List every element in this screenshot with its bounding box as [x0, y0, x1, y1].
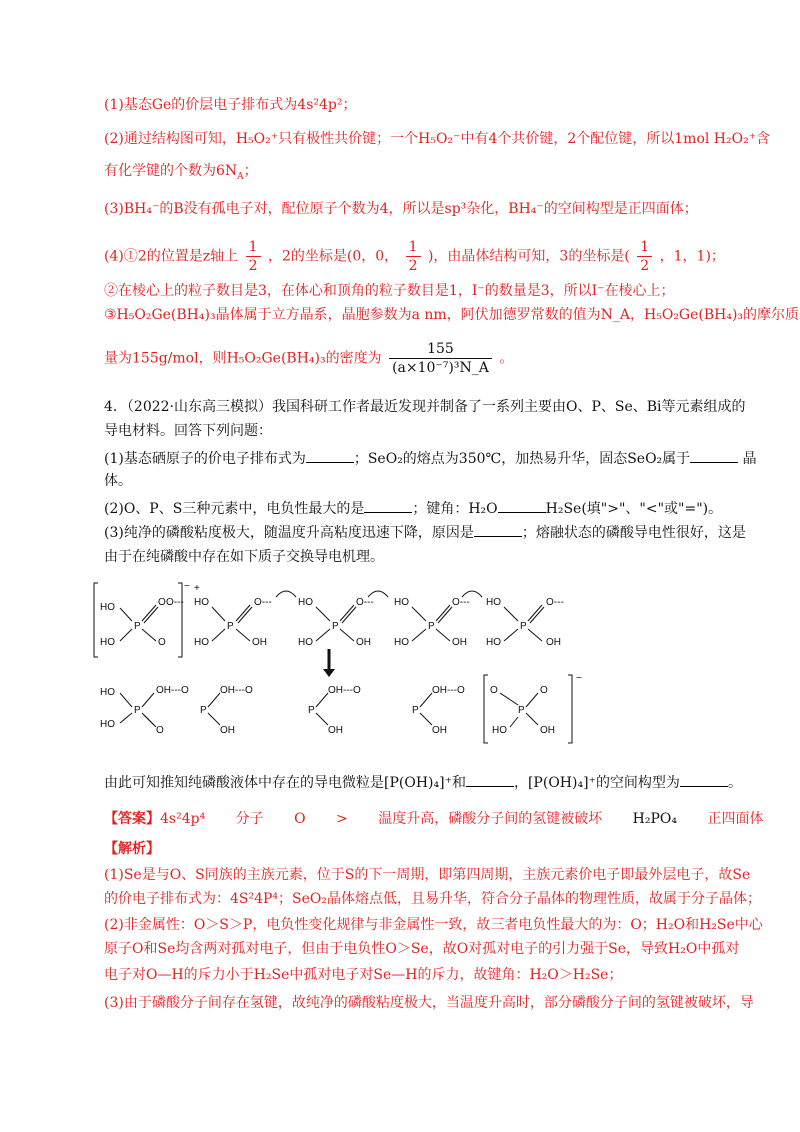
svg-text:P: P	[308, 705, 315, 716]
question-title: 4．（2022·山东高三模拟）我国科研工作者最近发现并制备了一系列主要由O、P、Se、Bi等元素组成的	[104, 399, 746, 415]
proton-exchange-diagram	[90, 575, 690, 750]
fraction-half-3: $\frac{1}{2}$	[637, 238, 652, 275]
svg-text:O---: O---	[452, 597, 470, 608]
plus-sign: +	[194, 583, 200, 594]
svg-text:HO: HO	[486, 637, 501, 648]
svg-text:O---: O---	[166, 597, 184, 608]
svg-text:O: O	[490, 685, 498, 696]
analysis-label: 【解析】	[104, 841, 160, 857]
answer-blank[interactable]	[680, 772, 728, 787]
solution-line-1: (1)基态Ge的价层电子排布式为4s²4p²；	[104, 97, 357, 113]
question-4: 由此可知推知纯磷酸液体中存在的导电微粒是[P(OH)₄]⁺和 ，[P(OH)₄]⁺的空间构型为 。	[104, 772, 742, 792]
answer-line: 【答案】4s²4p⁴ 分子 O > 温度升高，磷酸分子间的氢键被破坏 H₂PO₄ 正四面体	[104, 811, 764, 827]
answer-blank[interactable]	[364, 498, 412, 513]
svg-text:O---: O---	[254, 597, 272, 608]
svg-text:HO: HO	[100, 637, 115, 648]
solution-line-6: ②在棱心上的粒子数目是3，在体心和顶角的粒子数目是1，I⁻的数量是3，所以I⁻在棱心上；	[104, 283, 675, 299]
answer-blank[interactable]	[466, 772, 514, 787]
svg-text:HO: HO	[298, 637, 313, 648]
svg-text:HO: HO	[486, 597, 501, 608]
question-title-2: 导电材料。回答下列问题：	[104, 423, 272, 439]
svg-text:HO: HO	[100, 719, 115, 730]
svg-text:HO: HO	[100, 687, 115, 698]
density-fraction: $\frac{155}{\text{(a×10⁻⁷)³N\_A}}$	[389, 340, 492, 377]
svg-text:P: P	[332, 621, 339, 632]
analysis-line-5: 电子对O—H的斥力小于H₂Se中孤对电子对Se—H的斥力，故键角：H₂O＞H₂Se；	[104, 967, 623, 983]
svg-text:HO: HO	[194, 637, 209, 648]
svg-text:O---: O---	[356, 597, 374, 608]
svg-text:OH---O: OH---O	[328, 685, 361, 696]
svg-text:O: O	[158, 637, 166, 648]
solution-line-7: ③H₅O₂Ge(BH₄)₃晶体属于立方晶系，晶胞参数为a nm，阿伏加德罗常数的值为N_A，H₅O₂Ge(BH₄)₃的摩尔质	[104, 307, 800, 323]
svg-text:P: P	[520, 621, 527, 632]
solution-line-4: (3)BH₄⁻的B没有孤电子对，配位原子个数为4，所以是sp³杂化，BH₄⁻的空间构型是正四面体；	[104, 201, 698, 217]
solution-line-5: (4)①2的位置是z轴上 $\frac{1}{2}$ ，2的坐标是(0，0， $\frac{1}{2}$ )，由晶体结构可知，3的坐标是( $\frac{1}{2}$ ，1，1)；	[104, 239, 725, 274]
bracket-right	[568, 675, 572, 743]
solution-line-8: 量为155g/mol，则H₅O₂Ge(BH₄)₃的密度为 $\frac{155}{\text{(a×10⁻⁷)³N\_A}}$ 。	[104, 341, 514, 376]
svg-text:HO: HO	[194, 597, 209, 608]
analysis-line-2: 的价电子排布式为：4S²4P⁴；SeO₂晶体熔点低，且易升华，符合分子晶体的物理性质，故属于分子晶体；	[104, 891, 762, 907]
svg-text:P: P	[412, 705, 419, 716]
svg-text:OH: OH	[252, 637, 267, 648]
svg-text:OH---O: OH---O	[432, 685, 465, 696]
bracket-right	[178, 583, 182, 657]
svg-text:OH: OH	[546, 637, 561, 648]
minus-sign: −	[184, 581, 190, 592]
svg-text:HO: HO	[394, 597, 409, 608]
answer-blank[interactable]	[474, 522, 522, 537]
question-2: (2)O、P、S三种元素中，电负性最大的是 ；键角：H₂O H₂Se(填">"、"<"或"=")。	[104, 498, 722, 518]
answer-blank[interactable]	[306, 448, 354, 463]
svg-text:P: P	[200, 705, 207, 716]
svg-text:O: O	[156, 725, 164, 736]
analysis-line-1: (1)Se是与O、S同族的主族元素，位于S的下一周期，即第四周期，主族元素价电子即最外层电子，故Se	[104, 867, 751, 883]
svg-text:OH---O: OH---O	[156, 685, 189, 696]
solution-line-2: (2)通过结构图可知，H₅O₂⁺只有极性共价键；一个H₅O₂⁻中有4个共价键，2个配位键，所以1mol H₂O₂⁺含	[104, 131, 771, 147]
analysis-line-6: (3)由于磷酸分子间存在氢键，故纯净的磷酸粘度极大，当温度升高时，部分磷酸分子间的氢键被破坏，导	[104, 995, 754, 1011]
svg-text:P: P	[134, 705, 141, 716]
svg-text:O: O	[158, 597, 166, 608]
question-1-cont: 体。	[104, 473, 132, 489]
answer-blank[interactable]	[690, 448, 738, 463]
bracket-left	[94, 583, 98, 657]
svg-text:HO: HO	[298, 597, 313, 608]
fraction-half-2: $\frac{1}{2}$	[406, 238, 421, 275]
question-3-cont: 由于在纯磷酸中存在如下质子交换导电机理。	[104, 549, 384, 565]
fraction-half-1: $\frac{1}{2}$	[246, 238, 261, 275]
svg-text:OH: OH	[540, 725, 555, 736]
svg-text:OH: OH	[328, 725, 343, 736]
answer-blank[interactable]	[498, 498, 546, 513]
analysis-line-4: 原子O和Se均含两对孤对电子，但由于电负性O＞Se，故O对孤对电子的引力强于Se，导致H₂O中孤对	[104, 941, 740, 957]
svg-text:OH---O: OH---O	[220, 685, 253, 696]
analysis-line-3: (2)非金属性：O＞S＞P，电负性变化规律与非金属性一致，故三者电负性最大的为：O；H₂O和H₂Se中心	[104, 917, 763, 933]
svg-text:HO: HO	[394, 637, 409, 648]
svg-text:P: P	[134, 621, 141, 632]
svg-text:P: P	[518, 705, 525, 716]
minus-sign: −	[576, 673, 582, 684]
svg-text:HO: HO	[492, 725, 507, 736]
question-3: (3)纯净的磷酸粘度极大，随温度升高粘度迅速下降，原因是 ；熔融状态的磷酸导电性很好，这是	[104, 522, 746, 542]
svg-text:HO: HO	[100, 602, 115, 613]
question-1: (1)基态硒原子的价电子排布式为 ；SeO₂的熔点为350℃，加热易升华，固态SeO₂属于 晶	[104, 448, 757, 468]
solution-line-3: 有化学键的个数为$6N_A$；	[104, 163, 258, 182]
svg-text:O: O	[540, 685, 548, 696]
svg-text:OH: OH	[220, 725, 235, 736]
svg-text:P: P	[428, 621, 435, 632]
svg-text:P: P	[227, 621, 234, 632]
svg-text:OH: OH	[452, 637, 467, 648]
bracket-left	[484, 675, 488, 743]
svg-text:OH: OH	[432, 725, 447, 736]
svg-text:OH: OH	[356, 637, 371, 648]
svg-text:O---: O---	[546, 597, 564, 608]
